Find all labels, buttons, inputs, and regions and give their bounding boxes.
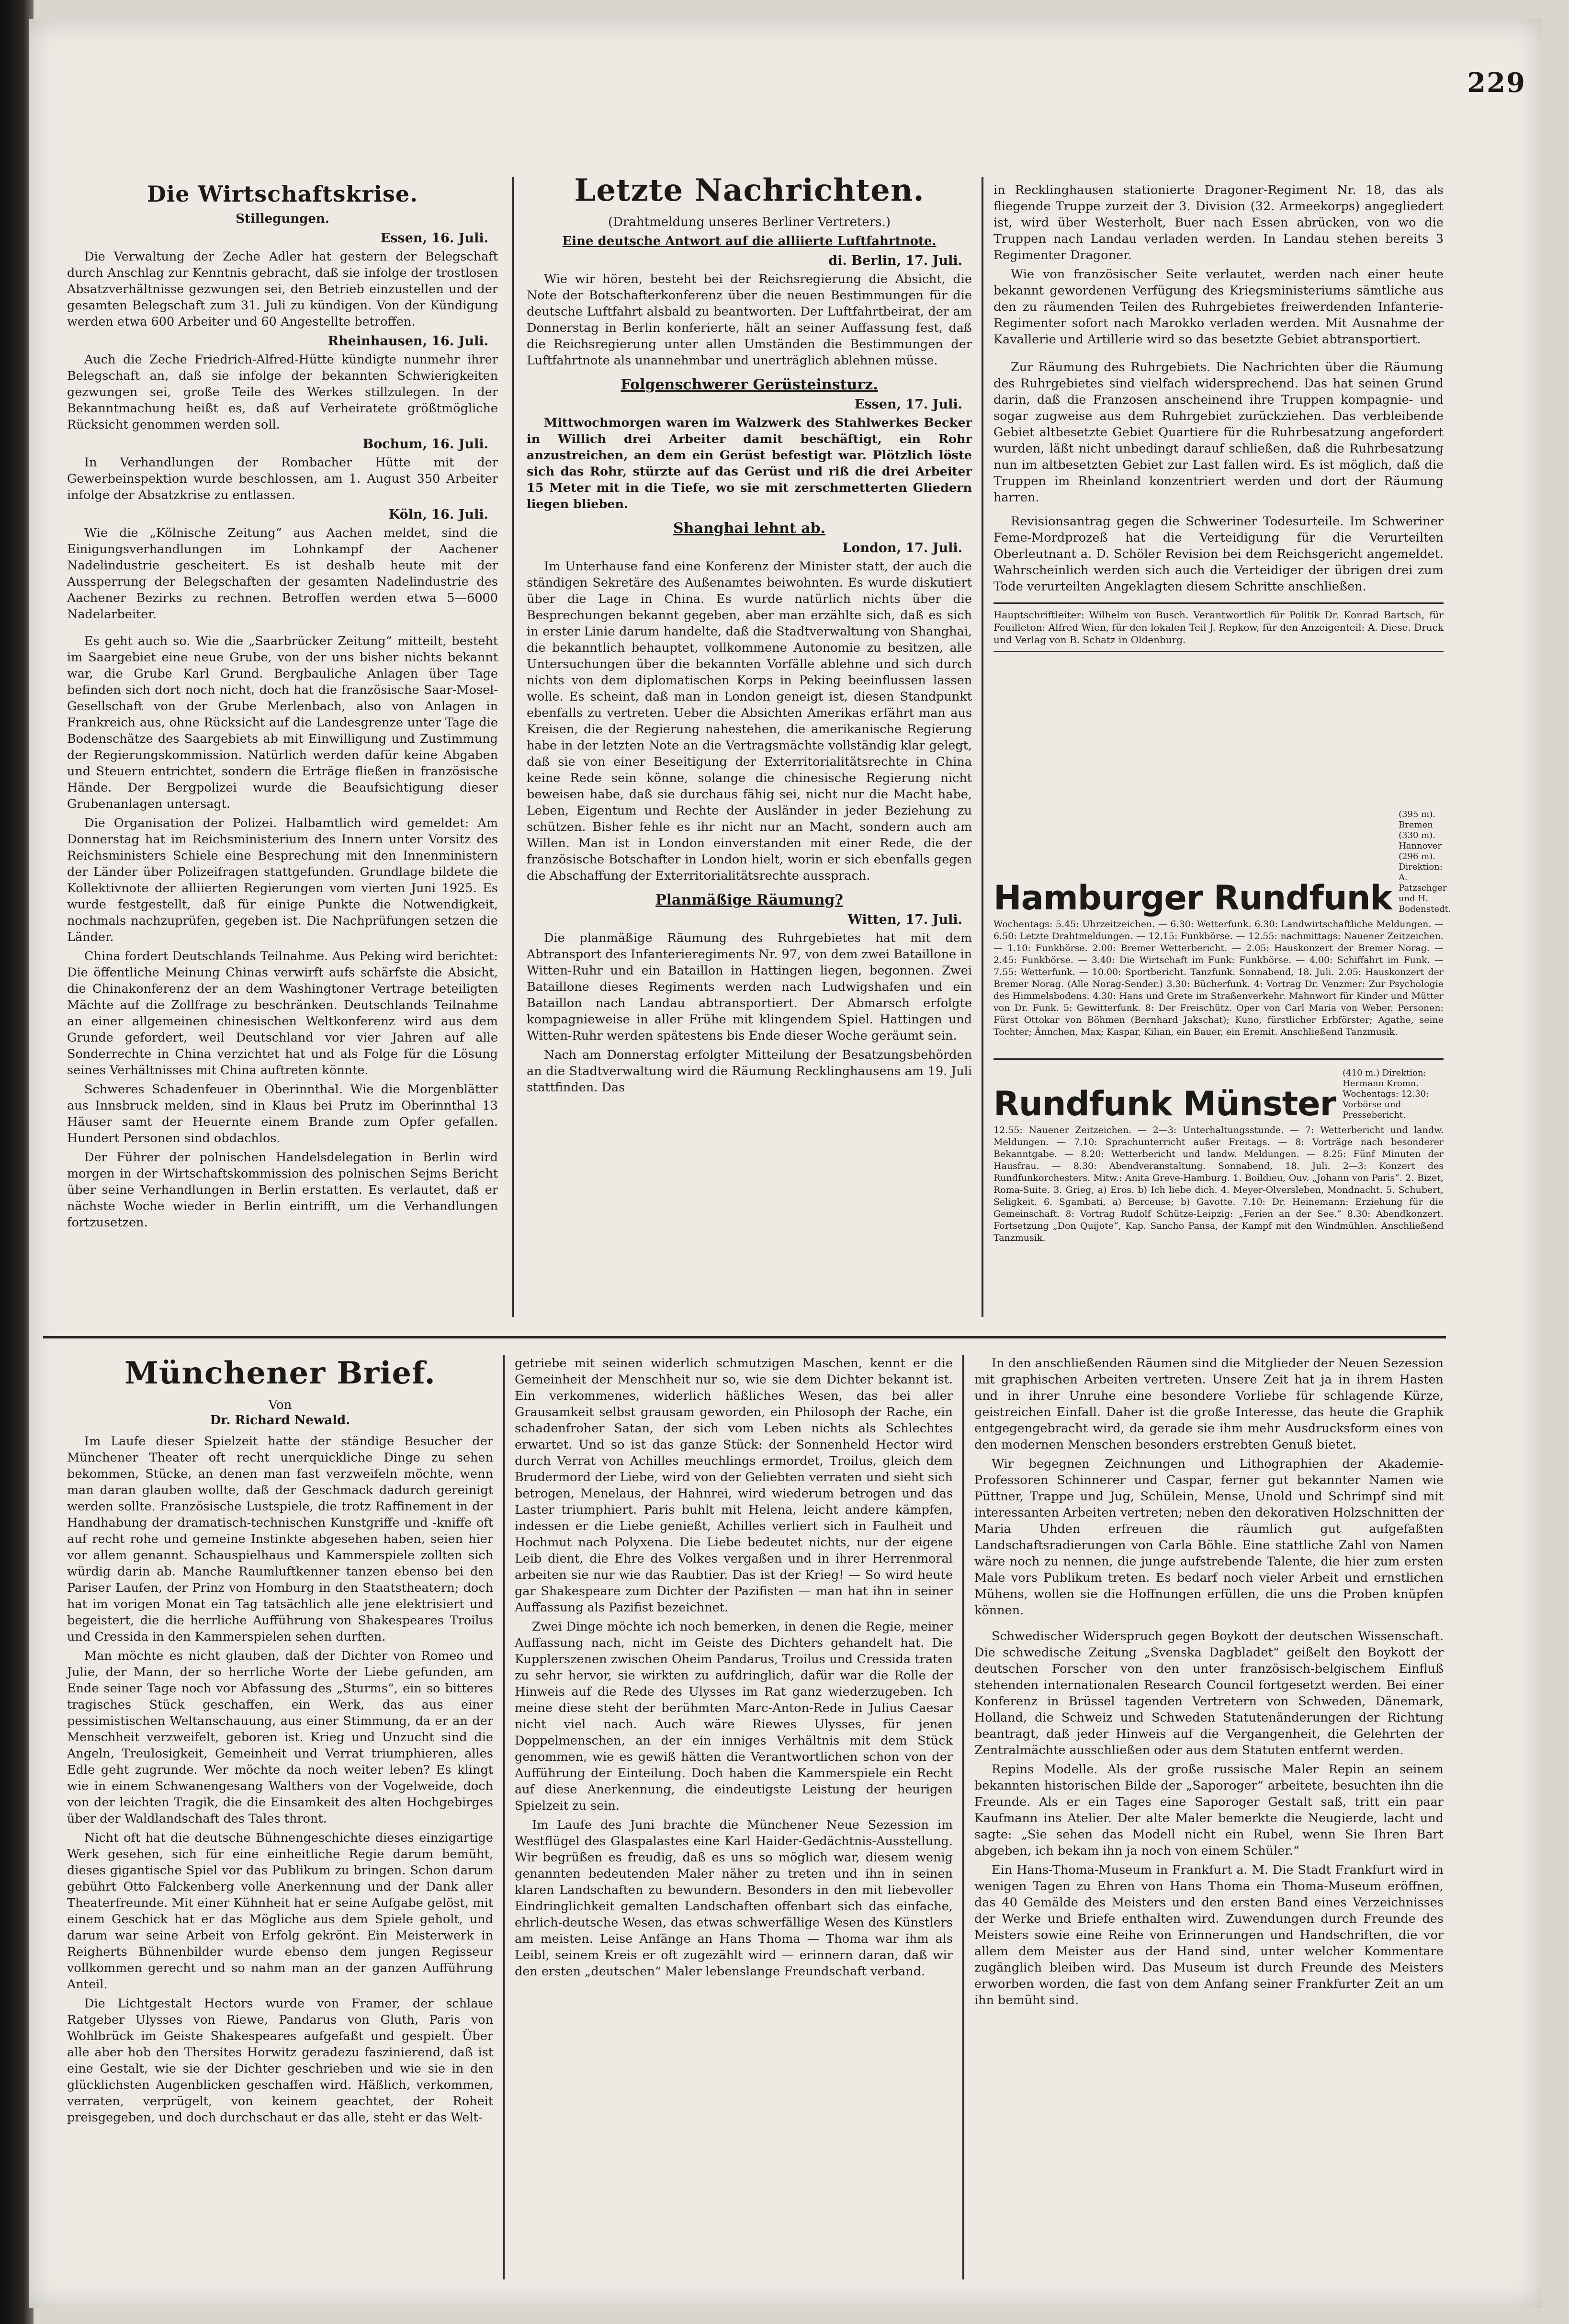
article-paragraph: Der Führer der polnischen Handelsdelegation in Berlin wird morgen in der Wirtschaftskommission des polnischen Sejms Bericht über seine Verhandlungen in Berlin erstatten. Es verlautet, daß er nächste Woche wieder in Berlin eintrifft, um die Verhandlungen fortzusetzen. (67, 1150, 498, 1230)
hamburg-radio-header (993, 809, 1451, 918)
dateline: Essen, 16. Juli. (380, 231, 488, 246)
impressum-rule (993, 651, 1444, 652)
headline: Planmäßige Räumung? (655, 892, 843, 908)
muenster-radio-program: 12.55: Nauener Zeitzeichen. — 2—3: Unterhaltungsstunde. — 7: Wetterbericht und landw. Meldungen. — 7.10: Sprachunterricht außer Freitags. — 8: Vorträge nach besonderer Bekanntgabe. — 8.20: Wetterbericht und landw. Meldungen. — 8.25: Fünf Minuten der Hausfrau. — 8.30: Abendveranstaltung. Sonnabend, 18. Juli. 2—3: Konzert des Rundfunkorchesters. Mitw.: Anita Greve-Hamburg. 1. Boildieu, Ouv. „Johann von Paris“. 2. Bizet, Roma-Suite. 3. Grieg, a) Eros. b) Ich liebe dich. 4. Meyer-Olversleben, Mondnacht. 5. Schubert, Seligkeit. 6. Sgambati, a) Berceuse; b) Gavotte. 7.10: Dr. Heinemann: Erziehung für die Gemeinschaft. 8: Vortrag Rudolf Schütze-Leipzig: „Ferien an der See.“ 8.30: Abendkonzert. Fortsetzung „Don Quijote“, Kap. Sancho Pansa, der Kampf mit den Windmühlen. Anschließend Tanzmusik. (993, 1125, 1444, 1243)
article-paragraph: Es geht auch so. Wie die „Saarbrücker Zeitung“ mitteilt, besteht im Saargebiet eine neue Grube, von der uns bisher nichts bekannt war, die Grube Karl Grund. Bergbauliche Anlagen über Tage befinden sich dort noch nicht, doch hat die französische Saar-Mosel-Gesellschaft von der Grube Merlenbach, also von Anlagen in Frankreich aus, ohne Rücksicht auf die Landesgrenze unter Tage die Bodenschätze des Saargebiets ab mit Einwilligung und Zustimmung der Regierungskommission. Natürlich werden dafür keine Abgaben und Steuern entrichtet, sondern die Erträge fließen in französische Hände. Der Bergpolizei wurde die Beaufsichtigung dieser Grubenanlagen untersagt. (67, 634, 498, 811)
headline: Shanghai lehnt ab. (673, 520, 826, 537)
dateline: Rheinhausen, 16. Juli. (327, 334, 488, 349)
hamburg-radio-frequency: (395 m). Bremen (330 m). Hannover (296 m). Direktion: A. Patzschger und H. Bodenstedt. (1399, 809, 1451, 914)
article-paragraph: In den anschließenden Räumen sind die Mitglieder der Neuen Sezession mit graphischen Arbeiten vertreten. Unsere Zeit hat ja in ihrem Hasten und in ihrer Unruhe eine besondere Vorliebe für schlagende Kürze, geistreichen Einfall. Daher ist die große Interesse, das heute die Graphik entgegengebracht wird, da gerade sie ihm mehr Ausdrucksform eines von den modernen Menschen besonders erstrebten Genuß bietet. (974, 1356, 1444, 1452)
column-rule (512, 177, 514, 1317)
article-paragraph: Nicht oft hat die deutsche Bühnengeschichte dieses einzigartige Werk gesehen, sich für eine einheitliche Regie darum bemüht, dieses gigantische Spiel vor das Publikum zu bringen. Schon darum gebührt Otto Falckenberg volle Anerkennung und der Dank aller Theaterfreunde. Mit einer Kühnheit hat er seine Aufgabe gelöst, mit einem Geschick hat er das Mögliche aus dem Spiele geholt, und darum war seine Arbeit von Erfolg gekrönt. Ein Meisterwerk in Reigherts Bühnenbilder wurde ebenso dem jungen Regisseur vollkommen gerecht und so nahm man an der ganzen Aufführung Anteil. (67, 1831, 493, 1992)
letzte-nachrichten-column (527, 172, 972, 1326)
article-paragraph: Die planmäßige Räumung des Ruhrgebietes hat mit dem Abtransport des Infanterieregiments Nr. 97, von dem zwei Bataillone in Witten-Ruhr und ein Bataillon in Hattingen liegen, begonnen. Zwei Bataillone dieses Regiments werden nach Ludwigshafen und ein Bataillon nach Landau abtransportiert. Der Abmarsch erfolgte kompagnieweise in aller Frühe mit klingendem Spiel. Hattingen und Witten-Ruhr werden spätestens bis Ende dieser Woche geräumt sein. (527, 931, 972, 1043)
dateline: Witten, 17. Juli. (847, 912, 962, 927)
article-paragraph: Zwei Dinge möchte ich noch bemerken, in denen die Regie, meiner Auffassung nach, nicht im Geiste des Dichters gehandelt hat. Die Kupplerszenen zwischen Oheim Pandarus, Troilus und Cressida traten zu sehr hervor, sie wirkten zu aufdringlich, dafür war die Rolle der Hinweis auf die Rede des Ulysses im Rat ganz wiederzugeben. Ich meine diese steht der berühmten Marc-Anton-Rede in Julius Caesar nicht viel nach. Auch wäre Riewes Ulysses, für jenen Doppelmenschen, an der ein inniges Verhältnis mit dem Stück genommen, wie es gewiß hätten die Verantwortlichen schon von der Aufführung der Einteilung. Doch haben die Kammerspiele ein Recht auf diese Anerkennung, die eindeutigste Leistung der heurigen Spielzeit zu sein. (515, 1620, 953, 1813)
article-paragraph: getriebe mit seinen widerlich schmutzigen Maschen, kennt er die Gemeinheit der Menschheit nur so, wie sie dem Dichter bekannt ist. Ein verkommenes, widerlich häßliches Wesen, das bei aller Grausamkeit selbst grausam geworden, ein Philosoph der Rache, ein schadenfroher Satan, der sich vom Leben nichts als Schlechtes erwartet. Und so ist das ganze Stück: der Sonnenheld Hector wird durch Verrat von Achilles meuchlings ermordet, Troilus, gleich dem Brudermord der Liebe, wird von der Geliebten verraten und sieht sich betrogen, Menelaus, der Hahnrei, wird wiederum betrogen und das Laster triumphiert. Paris buhlt mit Helena, leicht andere kämpfen, indessen er die Liebe genießt, Achilles verliert sich in Faulheit und Hochmut nach Polyxena. Die Liebe bedeutet nichts, nur der eigene Leib dient, die Ehre des Volkes vergaßen und in ihrer Herrenmoral arbeiten sie nur wie das Raubtier. Das ist der Krieg! — So wird heute gar Shakespeare zum Dichter der Pazifisten — man hat ihn in seiner Auffassung als Pazifist bezeichnet. (515, 1356, 953, 1615)
article-paragraph: Nach am Donnerstag erfolgter Mitteilung der Besatzungsbehörden an die Stadtverwaltung wird die Räumung Recklinghausens am 19. Juli stattfinden. Das (527, 1048, 972, 1095)
dateline: Essen, 17. Juli. (854, 397, 962, 412)
column-rule (982, 177, 983, 1317)
impressum-rule (993, 602, 1444, 604)
page-number: 229 (1467, 67, 1526, 99)
hamburg-radio-title: Hamburger Rundfunk (993, 878, 1392, 918)
article-paragraph: Wie die „Kölnische Zeitung“ aus Aachen meldet, sind die Einigungsverhandlungen im Lohnkampf der Aachener Nadelindustrie gescheitert. Es ist deshalb heute mit der Aussperrung der Belegschaften der gesamten Nadelindustrie des Aachener Bezirks zu rechnen. Betroffen werden etwa 5—6000 Nadelarbeiter. (67, 526, 498, 622)
muenster-radio-title: Rundfunk Münster (993, 1084, 1336, 1123)
dateline: London, 17. Juli. (842, 541, 962, 555)
headline: Eine deutsche Antwort auf die alliierte Luftfahrtnote. (562, 234, 937, 249)
hamburg-radio-program: Wochentags: 5.45: Uhrzeitzeichen. — 6.30: Wetterfunk. 6.30: Landwirtschaftliche Meldungen. — 6.50: Letzte Drahtmeldungen. — 12.15: Funkbörse. — 12.55: nachmittags: Nauener Zeitzeichen. — 1.10: Funkbörse. 2.00: Bremer Wetterbericht. — 2.05: Hauskonzert der Bremer Norag. — 2.45: Funkbörse. — 3.40: Die Wirtschaft im Funk: Funkbörse. — 4.00: Schiffahrt im Funk. — 7.55: Wetterfunk. — 10.00: Sportbericht. Tanzfunk. Sonnabend, 18. Juli. 2.05: Hauskonzert der Bremer Norag. (Alle Norag-Sender.) 3.30: Bücherfunk. 4: Vortrag Dr. Venzmer: Zur Psychologie des Himmelsbodens. 4.30: Hans und Grete im Straßenverkehr. Mahnwort für Kinder und Mütter von Dr. Funk. 5: Gewitterfunk. 8: Der Freischütz. Oper von Carl Maria von Weber. Personen: Fürst Ottokar von Böhmen (Bernhard Jakschat); Kuno, fürstlicher Erbförster; Agathe, seine Tochter; Ännchen, Max; Kaspar, Kilian, ein Bauer, ein Eremit. Anschließend Tanzmusik. (993, 919, 1444, 1037)
column-rule (503, 1355, 505, 2279)
column-rule (962, 1355, 964, 2279)
article-paragraph: Die Lichtgestalt Hectors wurde von Framer, der schlaue Ratgeber Ulysses von Riewe, Pandarus von Gluth, Paris von Wohlbrück im Geiste Shakespeares aufgefaßt und gespielt. Über alle aber hob den Thersites Horwitz geradezu faszinierend, daß ist eine Gestalt, wie sie der Dichter geschrieben und wie sie in den glücklichsten Augenblicken geschaffen wird. Häßlich, verkommen, verraten, verprügelt, von keinem geachtet, der Roheit preisgegeben, und doch durchschaut er das alle, steht er das Welt- (67, 1996, 493, 2125)
dateline: Bochum, 16. Juli. (362, 437, 488, 452)
article-paragraph: Die Verwaltung der Zeche Adler hat gestern der Belegschaft durch Anschlag zur Kenntnis gebracht, daß sie infolge der trostlosen Absatzverhältnisse gezwungen sei, den Betrieb einzustellen und der gesamten Belegschaft zum 31. Juli zu kündigen. Von der Kündigung werden etwa 600 Arbeiter und 60 Angestellte betroffen. (67, 249, 498, 329)
byline-von: Von (268, 1398, 292, 1412)
article-paragraph: Wir begegnen Zeichnungen und Lithographien der Akademie-Professoren Schinnerer und Caspar, ferner gut bekannter Namen wie Püttner, Trappe und Jug, Schülein, Mense, Unold und Schrimpf sind mit interessanten Arbeiten vertreten; neben den dekorativen Holzschnitten der Maria Uhden erfreuen die räumlich gut aufgefaßten Landschaftsradierungen von Carla Böhle. Eine stattliche Zahl von Namen wäre noch zu nennen, die junge aufstrebende Talente, die hier zum ersten Male vors Publikum treten. Es bedarf noch vieler Arbeit und ernstlichen Mühens, wollen sie die Hoffnungen erfüllen, die uns die Proben knüpfen können. (974, 1457, 1444, 1618)
article-paragraph: Ein Hans-Thoma-Museum in Frankfurt a. M. Die Stadt Frankfurt wird in wenigen Tagen zu Ehren von Hans Thoma ein Thoma-Museum eröffnen, das 40 Gemälde des Meisters und den ersten Band eines Verzeichnisses der Werke und Briefe enthalten wird. Zuwendungen durch Freunde des Meisters sowie eine Reihe von Erinnerungen und Handschriften, die vor allem dem Meister aus der Hand sind, unter welcher Kommentare zugänglich bleiben wird. Das Museum ist durch Freunde des Meisters erworben worden, die fast von dem Anfang seiner Frankfurter Zeit an um ihn bemüht sind. (974, 1863, 1444, 2007)
article-paragraph: Im Laufe des Juni brachte die Münchener Neue Sezession im Westflügel des Glaspalastes eine Karl Haider-Gedächtnis-Ausstellung. Wir begrüßen es freudig, daß es uns so möglich war, diesem wenig genannten bedeutenden Maler näher zu treten und ihn in seinen klaren Landschaften zu bewundern. Besonders in den mit liebevoller Eindringlichkeit gemalten Landschaften offenbart sich das einfache, ehrlich-deutsche Wesen, das etwas schwerfällige Wesen des Künstlers am meisten. Leise Anfänge an Hans Thoma — Thoma war ihm als Leibl, seinem Kreis er oft zugezählt wird — erinnern daran, daß wir den ersten „deutschen“ Maler lebenslange Freundschaft verband. (515, 1818, 953, 1979)
byline-author: Dr. Richard Newald. (210, 1413, 350, 1428)
article-paragraph: Im Unterhause fand eine Konferenz der Minister statt, der auch die ständigen Sekretäre des Außenamtes beiwohnten. Es wurde diskutiert über die Lage in China. Es wurde natürlich nichts über die Besprechungen bekannt gegeben, aber man erzählte sich, daß es sich in erster Linie darum handelte, daß die Stadtverwaltung von Shanghai, die bekanntlich behauptet, vollkommene Autonomie zu besitzen, alle Untersuchungen über die bekannten Vorfälle ablehne und sich durch nichts von dem diplomatischen Korps in Peking beeinflussen lassen wolle. Es scheint, daß man in London geneigt ist, diesen Standpunkt ebenfalls zu vertreten. Ueber die Absichten Amerikas erfährt man aus Kreisen, die der Regierung nahestehen, die amerikanische Regierung habe in der letzten Note an die Vertragsmächte vollständig klar gelegt, daß sie von einer Beseitigung der Exterritorialitätsrechte in China keine Rede sein könne, solange die chinesische Regierung nicht beweisen habe, daß sie durchaus fähig sei, nicht nur die Macht habe, Leben, Eigentum und Rechte der Ausländer in jeder Beziehung zu schützen. Bisher fehle es ihr nicht nur an Macht, sondern auch am Willen. Man ist in London einverstanden mit einer Rede, die der französische Botschafter in London hielt, worin er sich ebenfalls gegen die Abschaffung der Exterritorialitätsrechte aussprach. (527, 559, 972, 883)
muenchener-brief-column-1 (67, 1355, 493, 2279)
muenchener-brief-column-2 (515, 1355, 953, 2279)
muenster-radio-header (993, 1068, 1444, 1121)
dateline: di. Berlin, 17. Juli. (828, 253, 962, 268)
article-paragraph: Zur Räumung des Ruhrgebiets. Die Nachrichten über die Räumung des Ruhrgebietes sind vielfach widersprechend. Das hat seinen Grund darin, daß die Franzosen anscheinend ihre Truppen kompagnie- und sogar zugweise aus dem Ruhrgebiet zurückziehen. Das verbleibende Gebiet altbesetzte Gebiet Quartiere für die Ruhrbesatzung angefordert wurden, läßt nicht unbedingt darauf schließen, daß die Ruhrbesatzung nun im altbesetzten Gebiet zur Last fallen wird. Es ist möglich, daß die Truppen im Rheinland konzentriert werden und dort der Räumung harren. (993, 360, 1444, 505)
wirtschaftskrise-subtitle: Stillegungen. (236, 212, 329, 226)
article-paragraph: Schweres Schadenfeuer in Oberinnthal. Wie die Morgenblätter aus Innsbruck melden, sind in Klaus bei Prutz im Oberinnthal 13 Häuser samt der Heuernte einem Brande zum Opfer gefallen. Hundert Personen sind obdachlos. (67, 1082, 498, 1145)
impressum: Hauptschriftleiter: Wilhelm von Busch. Verantwortlich für Politik Dr. Konrad Bartsch, für Feuilleton: Alfred Wien, für den lokalen Teil J. Repkow, für den Anzeigenteil: A. Diese. Druck und Verlag von B. Schatz in Oldenburg. (993, 609, 1444, 646)
hamburg-radio-box (993, 809, 1451, 1060)
muenchener-brief-title: Münchener Brief. (124, 1355, 436, 1391)
headline: Folgenschwerer Gerüsteinsturz. (621, 376, 878, 393)
muenster-radio-frequency: (410 m.) Direktion: Hermann Kromn. Wochentags: 12.30: Vorbörse und Pressebericht. (1343, 1068, 1429, 1120)
wirtschaftskrise-column (67, 172, 498, 1326)
right-news-column (993, 182, 1444, 805)
article-paragraph: China fordert Deutschlands Teilnahme. Aus Peking wird berichtet: Die öffentliche Meinung Chinas verwirft aufs schärfste die Absicht, die Chinakonferenz der an dem Washingtoner Vertrage beteiligten Mächte auf die Zollfrage zu beschränken. Deutschlands Teilnahme an einer allgemeinen chinesischen Weltkonferenz wird aus dem Grunde gefordert, weil Deutschland vor vier Jahren auf alle Sonderrechte in China verzichtet hat und als Folge für die Lösung seines Verhältnisses mit China auftreten könnte. (67, 949, 498, 1077)
article-paragraph: Wie von französischer Seite verlautet, werden nach einer heute bekannt gewordenen Verfügung des Kriegsministeriums sämtliche aus den zu räumenden Teilen des Ruhrgebietes freiwerdenden Infanterie-Regimenter sofort nach Marokko verladen werden. Mit Ausnahme der Kavallerie und Artillerie wird so das besetzte Gebiet abtransportiert. (993, 267, 1444, 347)
letzte-nachrichten-title: Letzte Nachrichten. (574, 172, 925, 208)
article-paragraph: Mittwochmorgen waren im Walzwerk des Stahlwerkes Becker in Willich drei Arbeiter damit beschäftigt, ein Rohr anzustreichen, an dem ein Gerüst befestigt war. Plötzlich löste sich das Rohr, stürzte auf das Gerüst und riß die drei Arbeiter 15 Meter mit in die Tiefe, wo sie mit zerschmetterten Gliedern liegen blieben. (527, 416, 972, 511)
article-paragraph: Schwedischer Widerspruch gegen Boykott der deutschen Wissenschaft. Die schwedische Zeitung „Svenska Dagbladet“ geißelt den Boykott der deutschen Forscher von den unter französisch-belgischem Einfluß stehenden internationalen Research Council fortgesetzt werden. Bei einer Konferenz in Brüssel tagenden Vertretern von Schweden, Dänemark, Holland, die Schweiz und Schweden Statutenänderungen der Richtung beantragt, daß jeder Hinweis auf die Vergangenheit, die Gelehrten der Zentralmächte ausschließen oder aus dem Statuten entfernt werden. (974, 1629, 1444, 1757)
article-paragraph: Revisionsantrag gegen die Schweriner Todesurteile. Im Schweriner Feme-Mordprozeß hat die Verteidigung für die Verurteilten Oberleutnant a. D. Schöler Revision bei dem Reichsgericht angemeldet. Wahrscheinlich werden sich auch die Verteidiger der übrigen drei zum Tode verurteilten Angeklagten diesem Schritte anschließen. (993, 514, 1444, 594)
article-paragraph: Auch die Zeche Friedrich-Alfred-Hütte kündigte nunmehr ihrer Belegschaft an, daß sie infolge der bekannten Schwierigkeiten gezwungen sei, große Teile des Werkes stillzulegen. In der Bekanntmachung heißt es, daß auf Verheiratete größtmögliche Rücksicht genommen werden soll. (67, 352, 498, 432)
article-paragraph: Man möchte es nicht glauben, daß der Dichter von Romeo und Julie, der Mann, der so herrliche Worte der Liebe gefunden, am Ende seiner Tage noch vor Abfassung des „Sturms“, ein so bitteres tragisches Stück geschaffen, ein Werk, das aus einer pessimistischen Weltanschauung, aus einer Stimmung, da er an der Menschheit verzweifelt, geboren ist. Krieg und Unzucht sind die Angeln, Treulosigkeit, Gemeinheit und Verrat triumphieren, alles Edle geht zugrunde. Wer möchte da noch weiter leben? Es klingt wie in einem Schwanengesang Walthers von der Vogelweide, doch von der leichten Tragik, die die Einsamkeit des alten Hochgebirges über der Waldlandschaft des Tales thront. (67, 1649, 493, 1826)
muenster-radio-box (993, 1068, 1444, 1317)
letzte-nachrichten-subtitle: (Drahtmeldung unseres Berliner Vertreters.) (608, 215, 891, 229)
article-paragraph: Repins Modelle. Als der große russische Maler Repin an seinem bekannten historischen Bilde der „Saporoger“ arbeitete, besuchten ihn die Freunde. Als er ein Tages eine Saporoger Gestalt saß, tritt ein paar Kaufmann ins Atelier. Der alte Maler bemerkte die Neugierde, lacht und sagte: „Sie sehen das Modell nicht ein Rubel, wenn Sie Ihren Bart abgeben, ich bekam ihn ja noch von einem Schüler.“ (974, 1762, 1444, 1858)
section-rule (43, 1336, 1446, 1338)
wirtschaftskrise-title: Die Wirtschaftskrise. (147, 181, 418, 207)
dateline: Köln, 16. Juli. (388, 507, 488, 522)
article-paragraph: Im Laufe dieser Spielzeit hatte der ständige Besucher der Münchener Theater oft recht unerquickliche Dinge zu sehen bekommen, Stücke, an denen man fast verzweifeln möchte, wenn man daran glauben wollte, daß der Geschmack dadurch gereinigt werden sollte. Französische Lustspiele, die trotz Raffinement in der Handhabung der dramatisch-technischen Kunstgriffe und -kniffe oft auf recht rohe und gemeine Instinkte abgesehen haben, seien hier vor allem genannt. Schauspielhaus und Kammerspiele zollten sich würdig darin ab. Manche Raumluftkenner tanzen ebenso bei den Pariser Laufen, der Prinz von Homburg in den Staatstheatern; doch hat im vorigen Monat ein Tag tatsächlich alle jene elektrisiert und begeistert, die die herrliche Aufführung von Shakespeares Troilus und Cressida in den Kammerspielen sehen durften. (67, 1434, 493, 1644)
article-paragraph: In Verhandlungen der Rombacher Hütte mit der Gewerbeinspektion wurde beschlossen, am 1. August 350 Arbeiter infolge der Absatzkrise zu entlassen. (67, 455, 498, 502)
article-paragraph: Die Organisation der Polizei. Halbamtlich wird gemeldet: Am Donnerstag hat im Reichsministerium des Innern unter Vorsitz des Reichsministers Schiele eine Besprechung mit den Innenministern der Länder über Polizeifragen stattgefunden. Grundlage bildete die Kollektivnote der alliierten Regierungen vom vierten Juni 1925. Es wurde festgestellt, daß für einige Punkte die Notwendigkeit, nochmals nachzuprüfen, gegeben ist. Die Nachprüfungen setzen die Länder. (67, 816, 498, 944)
article-paragraph: Wie wir hören, besteht bei der Reichsregierung die Absicht, die Note der Botschafterkonferenz über die neuen Bestimmungen für die deutsche Luftfahrt alsbald zu beantworten. Der Luftfahrtbeirat, der am Donnerstag in Berlin konferierte, hält an seiner Auffassung fest, daß die Reichsregierung unter allen Umständen die Bestimmungen der Luftfahrtnote als unannehmbar und unerträglich ablehnen müsse. (527, 272, 972, 368)
article-paragraph: in Recklinghausen stationierte Dragoner-Regiment Nr. 18, das als fliegende Truppe zurzeit der 3. Division (32. Armeekorps) angegliedert ist, wird über Westerholt, Buer nach Essen abrücken, von wo die Truppen nach Landau verladen werden. In Landau stehen bereits 3 Regimenter Dragoner. (993, 183, 1444, 262)
muenchener-brief-column-3 (974, 1355, 1444, 2279)
